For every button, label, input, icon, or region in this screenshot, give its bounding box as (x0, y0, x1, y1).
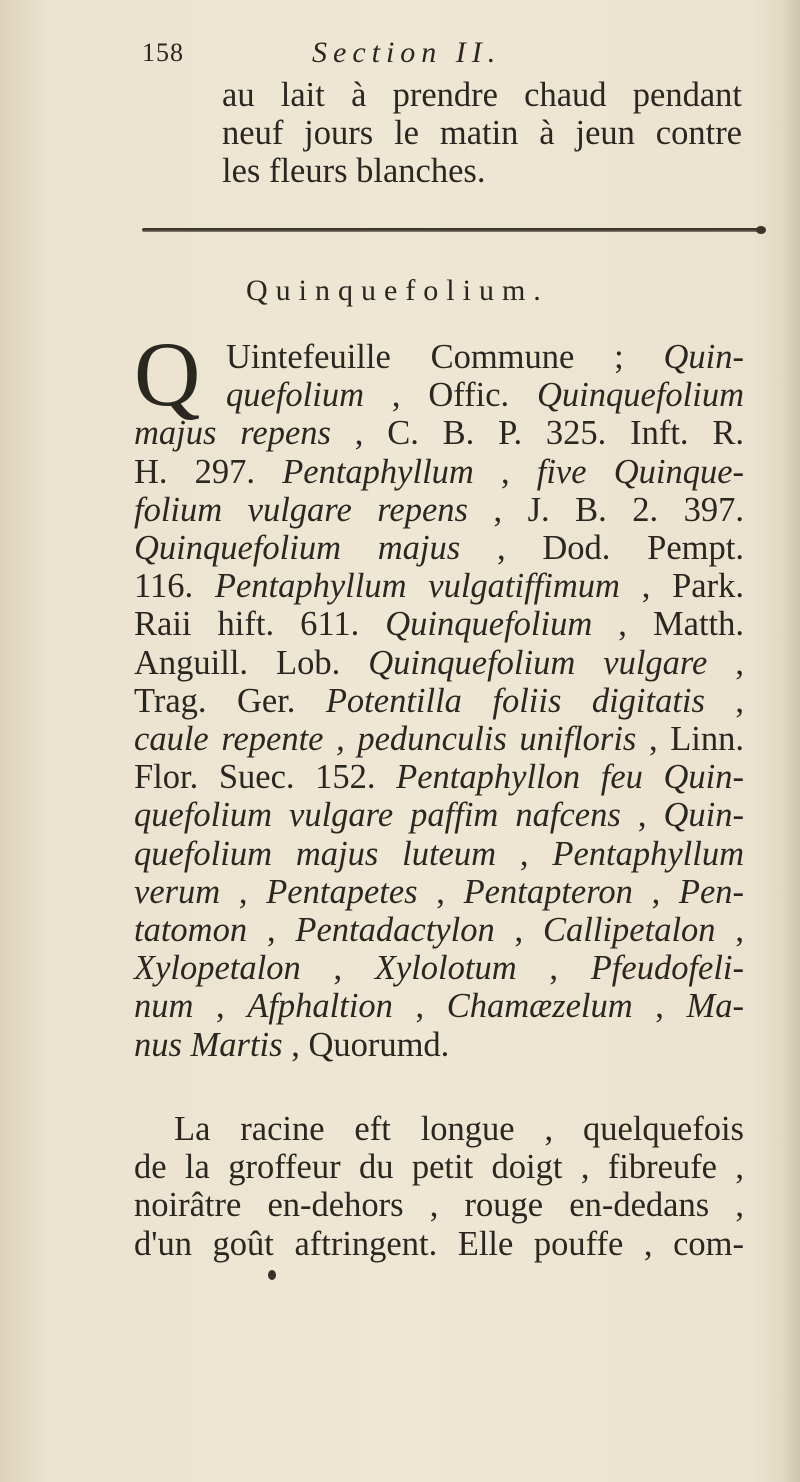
text-line (134, 491, 744, 529)
italic-run: Pentaphyllon feu Quin- (396, 758, 745, 797)
drop-cap: Q (134, 323, 201, 425)
italic-run: nus Martis (134, 1025, 283, 1064)
text-line: noirâtre en-dehors , rouge en-dedans , (134, 1186, 744, 1225)
text-line: La racine eft longue , quelquefois (174, 1110, 744, 1148)
text-line (134, 414, 744, 452)
italic-run: Pen- (678, 872, 745, 911)
roman-run: Raii hift. 611. (134, 605, 386, 644)
italic-run: quefolium vulgare paffim nafcens (134, 796, 621, 835)
running-head: Section II. (312, 36, 502, 69)
text-line (134, 605, 744, 643)
roman-run: , (496, 834, 553, 873)
italic-run: Quin- (663, 796, 744, 835)
roman-run: , (220, 872, 267, 911)
text-line (134, 873, 744, 911)
roman-run: H. 297. (134, 452, 283, 491)
text-line (134, 682, 744, 720)
roman-run: , Matth. (592, 605, 744, 644)
page-edge-shadow (782, 0, 800, 1482)
italic-run: Quinquefolium (385, 605, 593, 644)
text-line: de la groffeur du petit doigt , fibreufe , (134, 1148, 744, 1187)
roman-run: , (620, 796, 664, 835)
text-line: les fleurs blanches. (222, 152, 486, 191)
italic-run: Pentaphyllum vulgatiffimum (214, 567, 620, 606)
text-line (134, 567, 744, 605)
text-line: d'un goût aftringent. Elle pouffe , com- (134, 1224, 744, 1263)
italic-run: Callipetalon (543, 911, 716, 950)
roman-run: , (417, 872, 464, 911)
roman-run: , Dod. Pempt. (460, 529, 744, 568)
text-line (134, 720, 744, 758)
text-line (134, 338, 744, 376)
roman-run: , (300, 949, 375, 988)
roman-run: , Quorumd. (282, 1025, 450, 1064)
italic-run: Quinquefolium vulgare (368, 643, 708, 682)
italic-run: Xylopetalon (134, 949, 301, 988)
italic-run: Pentapteron (463, 872, 633, 911)
italic-run: five Quinque- (536, 452, 744, 491)
page-header (142, 34, 702, 82)
roman-run: , (632, 987, 687, 1026)
italic-run: Pfeudofeli- (590, 949, 744, 988)
roman-run: , (392, 987, 447, 1026)
roman-run: , (247, 911, 296, 950)
roman-run: , J. B. 2. 397. (467, 490, 744, 529)
roman-run: , (473, 452, 537, 491)
italic-run: folium vulgare repens (134, 490, 468, 529)
text-line (134, 453, 744, 491)
roman-run: Uintefeuille Commune ; (226, 338, 664, 376)
main-paragraph (134, 338, 744, 1064)
italic-run: Xylolotum (374, 949, 517, 988)
italic-run: Pentaphyllum (282, 452, 474, 491)
page-number: 158 (142, 38, 184, 67)
text-line (134, 987, 744, 1025)
second-paragraph (134, 1110, 744, 1263)
roman-run: , (704, 681, 745, 720)
roman-run: , (707, 643, 745, 682)
italic-run: majus repens (134, 414, 331, 453)
italic-run: Ma- (686, 987, 744, 1026)
roman-run: , (494, 911, 544, 950)
italic-run: quefolium majus luteum (134, 834, 497, 873)
text-line (134, 1026, 744, 1064)
text-line: neuf jours le matin à jeun contre (222, 114, 742, 153)
italic-run: caule repente , pedunculis unifloris (134, 720, 637, 759)
continued-text (222, 76, 742, 191)
italic-run: Chamæzelum (446, 987, 633, 1026)
text-line (134, 835, 744, 873)
text-line: au lait à prendre chaud pendant (222, 76, 742, 114)
roman-run: , (193, 987, 248, 1026)
italic-run: quefolium (226, 376, 364, 415)
italic-run: Quinquefolium majus (134, 529, 461, 568)
roman-run: Anguill. Lob. (134, 643, 369, 682)
italic-run: verum (134, 872, 221, 911)
text-line (134, 644, 744, 682)
roman-run: 116. (134, 567, 215, 606)
italic-run: Pentadactylon (295, 911, 495, 950)
roman-run: , Offic. (363, 376, 538, 415)
ink-spot (268, 1270, 276, 1280)
roman-run: , Park. (619, 567, 744, 606)
roman-run: Flor. Suec. 152. (134, 758, 397, 797)
italic-run: Pentaphyllum (552, 834, 744, 873)
italic-run: Quin- (663, 338, 744, 376)
roman-run: , C. B. P. 325. Inft. R. (330, 414, 745, 453)
roman-run: , Linn. (636, 720, 744, 759)
roman-run: , (516, 949, 591, 988)
roman-run: , (715, 911, 745, 950)
italic-run: Afphaltion (247, 987, 393, 1026)
section-divider-rule (142, 228, 760, 232)
italic-run: tatomon (134, 911, 248, 950)
italic-run: num (134, 987, 194, 1026)
roman-run: , (632, 872, 679, 911)
roman-run: Trag. Ger. (134, 681, 326, 720)
section-title: Quinquefolium. (246, 274, 549, 307)
text-line (134, 949, 744, 987)
text-line (134, 529, 744, 567)
text-line (134, 911, 744, 949)
text-line (134, 376, 744, 414)
italic-run: Quinquefolium (537, 376, 744, 415)
italic-run: Potentilla foliis digitatis (325, 681, 705, 720)
text-line (134, 796, 744, 834)
italic-run: Pentapetes (266, 872, 418, 911)
text-line (134, 758, 744, 796)
